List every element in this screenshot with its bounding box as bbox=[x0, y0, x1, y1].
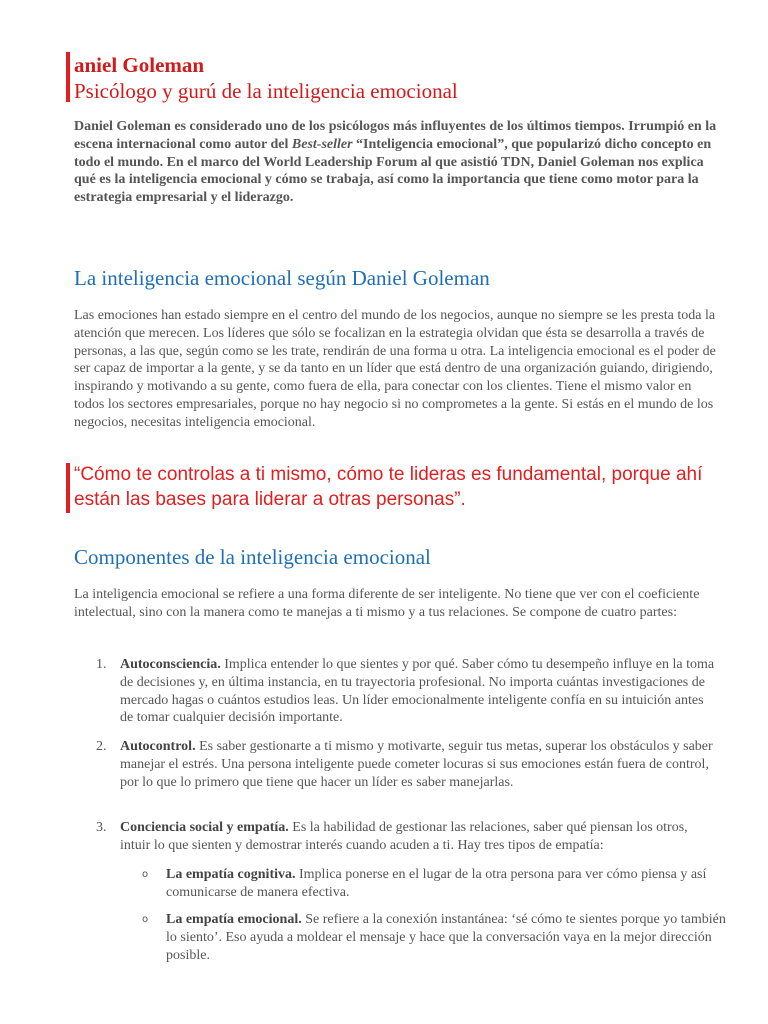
section-heading-goleman: La inteligencia emocional según Daniel Goleman bbox=[74, 266, 490, 290]
lead-text-part-2: “Inteligencia emocional”, que popularizó dicho concepto en todo el mundo. En el marco del World Leadership Forum al que asistió TDN, Daniel Goleman nos explica qué es la inteligencia emocional y cómo se trabaja, así como la importancia que tiene como motor para la estrategia empresarial y el liderazgo. bbox=[74, 136, 712, 206]
sub-item-text: Se refiere a la conexión instantánea: ‘sé cómo te sientes porque yo también lo siento’. Eso ayuda a moldear el mensaje y hace que la conversación vaya en la mejor dirección posible. bbox=[166, 912, 726, 963]
list-item-text: Es saber gestionarte a ti mismo y motivarte, seguir tus metas, superar los obstáculos y saber manejar el estrés. Una persona inteligente puede cometer locuras si sus emociones están fuera de control, por lo que lo primero que tiene que hacer un líder es saber manejarlas. bbox=[120, 739, 713, 790]
list-item-text: Implica entender lo que sientes y por qué. Saber cómo tu desempeño influye en la toma de decisiones y, en última instancia, en tu trayectoria profesional. No importa cuántas investigaciones de mercado hagas o cuántos estudios leas. Un líder emocionalmente inteligente confía en su intuición antes de tomar cualquier decisión importante. bbox=[120, 657, 715, 726]
lead-paragraph bbox=[74, 118, 724, 207]
sub-item-title: La empatía emocional. bbox=[166, 912, 302, 927]
list-item-text: Es la habilidad de gestionar las relaciones, saber qué piensan los otros, intuir lo que sienten y demostrar interés cuando acuden a ti. Hay tres tipos de empatía: bbox=[120, 820, 688, 853]
list-number: 2. bbox=[96, 739, 107, 754]
sub-item-text: Implica ponerse en el lugar de la otra persona para ver cómo piensa y así comunicarse de manera efectiva. bbox=[166, 867, 707, 900]
list-item-title: Autocontrol. bbox=[120, 739, 196, 754]
list-number: 3. bbox=[96, 820, 107, 835]
title-accent-bar bbox=[66, 52, 70, 102]
article-subtitle: Psicólogo y gurú de la inteligencia emocional bbox=[74, 79, 458, 103]
section-body-componentes: La inteligencia emocional se refiere a una forma diferente de ser inteligente. No tiene que ver con el coeficiente intelectual, sino con la manera como te manejas a ti mismo y a tus relaciones. Se compone de cuatro partes: bbox=[74, 587, 700, 620]
bullet-icon: o bbox=[142, 914, 149, 925]
section-heading-componentes: Componentes de la inteligencia emocional bbox=[74, 545, 431, 569]
pull-quote: “Cómo te controlas a ti mismo, cómo te lideras es fundamental, porque ahí están las bases para liderar a otras personas”. bbox=[74, 464, 703, 510]
sub-item-title: La empatía cognitiva. bbox=[166, 867, 296, 882]
section-body-goleman: Las emociones han estado siempre en el centro del mundo de los negocios, aunque no siempre se les presta toda la atención que merecen. Los líderes que sólo se focalizan en la estrategia olvidan que ésta se desarrolla a través de personas, a las que, según como se les trate, rendirán de una forma u otra. La inteligencia emocional es el poder de ser capaz de importar a la gente, y se da tanto en un líder que está dentro de una organización guiando, dirigiendo, inspirando y motivando a su gente, como fuera de ella, para conectar con los clientes. Tiene el mismo valor en todos los sectores empresariales, porque no hay negocio si no comprometes a la gente. Si estás en el mundo de los negocios, necesitas inteligencia emocional. bbox=[74, 308, 716, 430]
lead-text-part-1: Daniel Goleman es considerado uno de los psicólogos más influyentes de los últimos tiempos. Irrumpió en la escena internacional como autor del bbox=[74, 119, 717, 152]
list-item-title: Conciencia social y empatía. bbox=[120, 820, 289, 835]
article-title: aniel Goleman bbox=[74, 53, 205, 77]
list-number: 1. bbox=[96, 657, 107, 672]
bullet-icon: o bbox=[142, 869, 149, 880]
quote-accent-bar bbox=[66, 463, 70, 513]
list-item-title: Autoconsciencia. bbox=[120, 657, 221, 672]
lead-italic: Best-seller bbox=[291, 136, 353, 152]
